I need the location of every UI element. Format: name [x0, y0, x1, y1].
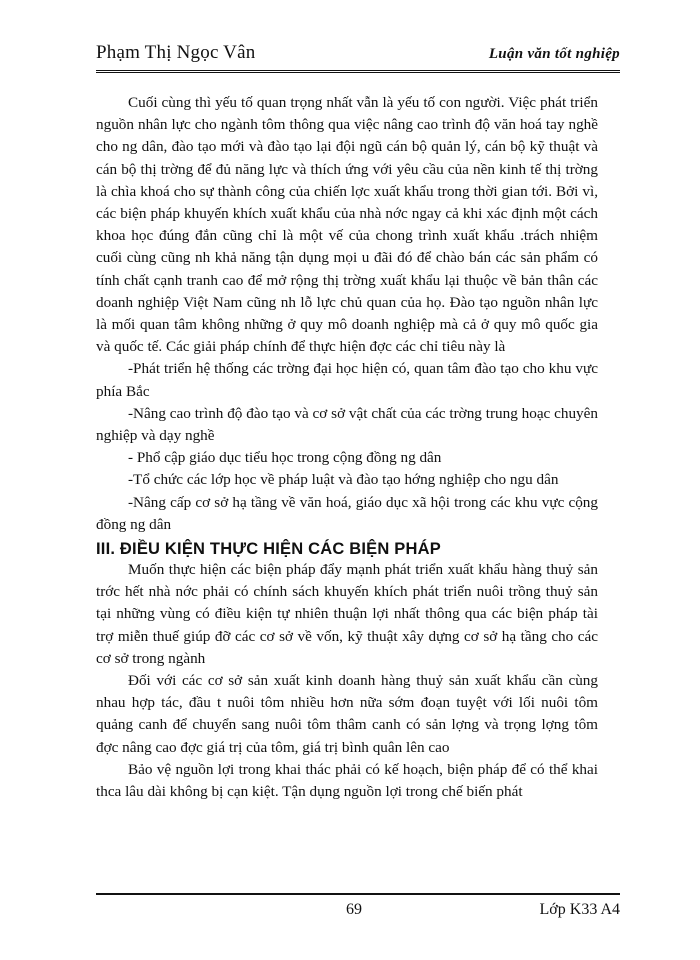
paragraph-resource-protection: Bảo vệ nguồn lợi trong khai thác phải có kế hoạch, biện pháp để có thể khai thca lâu dài không bị cạn kiệt. Tận dụng nguồn lợi trong chế biến phát [96, 760, 598, 801]
paragraph-human-resources: Cuối cùng thì yếu tố quan trọng nhất vẫn là yếu tố con người. Việc phát triển nguồn nhân lực cho ngành tôm thông qua việc nâng cao trình độ văn hoá tay nghề cho ng dân, đào tạo mới và đào tạo lại đội ngũ cán bộ quản lý, cán bộ kỹ thuật và cán bộ thị trờng để đủ năng lực và thích ứng với yêu cầu của nền kinh tế thị trờng là chìa khoá cho sự thành công của chiến lợc xuất khẩu trong thời gian tới. Bởi vì, các biện pháp khuyến khích xuất khẩu của nhà nớc ngay cả khi xác định một cách khoa học đúng đắn cũng chỉ là một vế của chong trình xuất khẩu .trách nhiệm cuối cùng cũng nh khả năng tận dụng mọi u đãi đó để chào bán các sản phẩm có tính chất cạnh tranh cao để mở rộng thị trờng xuất khẩu lại thuộc về bản thân các doanh nghiệp Việt Nam cũng nh lỗ lực chủ quan của họ. Đào tạo nguồn nhân lực là mối quan tâm không những ở quy mô doanh nghiệp mà cả ở quy mô quốc gia và quốc tế. Các giải pháp chính để thực hiện đợc các chỉ tiêu này là [96, 94, 598, 356]
paragraph-enterprise-cooperation: Đối với các cơ sở sản xuất kinh doanh hàng thuỷ sản xuất khẩu cần cùng nhau hợp tác, đầu t nuôi tôm nhiều hơn nữa sớm đoạn tuyệt với lối nuôi tôm quảng canh để chuyển sang nuôi tôm thâm canh có sản lợng và trọng lợng tôm đợc nâng cao đợc giá trị của tôm, giá trị bình quân lên cao [96, 672, 598, 756]
class-label: Lớp K33 A4 [539, 901, 620, 918]
header-author: Phạm Thị Ngọc Vân [96, 42, 256, 63]
bullet-item: - Phổ cập giáo dục tiểu học trong cộng đồng ng dân [128, 449, 442, 467]
page-footer [96, 893, 620, 925]
bullet-item: -Nâng cao trình độ đào tạo và cơ sở vật chất của các trờng trung hoạc chuyên nghiệp và dạy nghề [96, 404, 598, 445]
body-content [96, 92, 598, 803]
section-heading: III. ĐIỀU KIỆN THỰC HIỆN CÁC BIỆN PHÁP [96, 540, 441, 559]
bullet-item: -Phát triển hệ thống các trờng đại học hiện có, quan tâm đào tạo cho khu vực phía Bắc [96, 360, 598, 400]
page-header [96, 36, 620, 73]
header-doc-type: Luận văn tốt nghiệp [488, 46, 620, 62]
bullet-item: -Tổ chức các lớp học về pháp luật và đào tạo hớng nghiệp cho ngu dân [128, 471, 559, 489]
paragraph-state-policy: Muốn thực hiện các biện pháp đẩy mạnh phát triển xuất khẩu hàng thuỷ sản trớc hết nhà nớc phải có chính sách khuyến khích phát triển nuôi trồng thuỷ sản tại những vùng có điều kiện tự nhiên thuận lợi nhất thông qua các biện pháp tài trợ miễn thuế giúp đỡ các cơ sở về vốn, kỹ thuật xây dựng cơ sở hạ tầng cho các cơ sở trong ngành [96, 561, 598, 667]
page-number: 69 [346, 901, 362, 918]
bullet-item: -Nâng cấp cơ sở hạ tầng về văn hoá, giáo dục xã hội trong các khu vực cộng đồng ng dân [96, 493, 598, 533]
